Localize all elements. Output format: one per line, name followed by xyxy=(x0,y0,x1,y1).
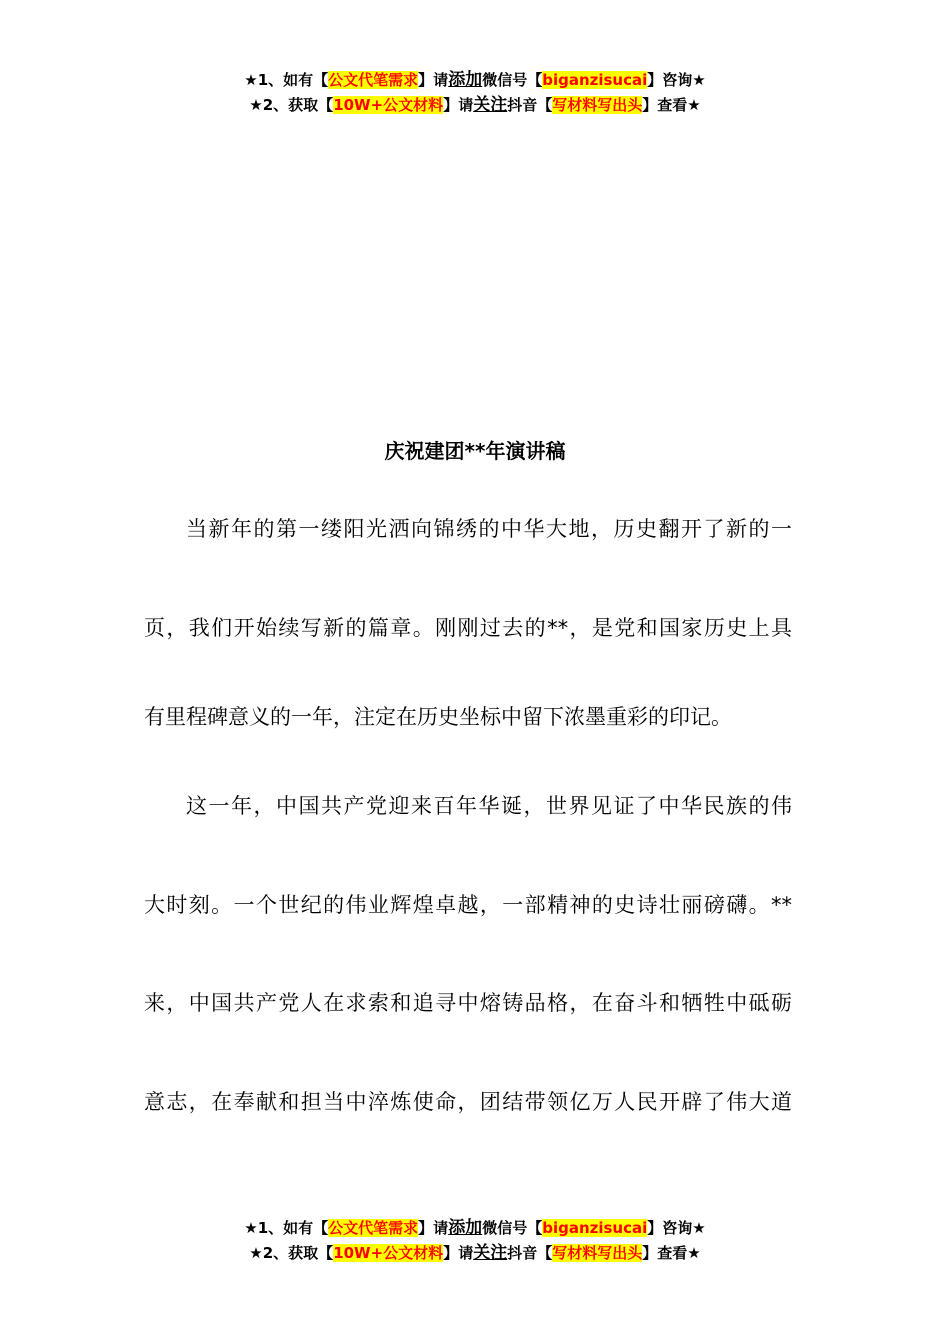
banner-text: ★1、如有【 xyxy=(244,1219,329,1237)
banner-text: 】咨询★ xyxy=(647,1219,706,1237)
banner-text: ★1、如有【 xyxy=(244,71,329,89)
banner-line-1 xyxy=(0,1216,950,1241)
footer-banner xyxy=(0,1216,950,1266)
banner-text: 】查看★ xyxy=(642,1244,701,1262)
paragraph-line: 大时刻。一个世纪的伟业辉煌卓越，一部精神的史诗壮丽磅礴。** xyxy=(144,892,792,917)
highlight-wechat-id: biganzisucai xyxy=(542,1219,648,1237)
paragraph-line: 这一年，中国共产党迎来百年华诞，世界见证了中华民族的伟 xyxy=(186,794,792,818)
banner-text: 微信号【 xyxy=(482,1219,543,1237)
header-banner xyxy=(0,68,950,118)
highlight-service: 公文代笔需求 xyxy=(328,1219,419,1237)
banner-text: 】查看★ xyxy=(642,96,701,114)
highlight-wechat-id: biganzisucai xyxy=(542,71,648,89)
emphasis-add: 添加 xyxy=(448,70,483,90)
banner-text: 微信号【 xyxy=(482,71,543,89)
paragraph-line: 意志，在奉献和担当中淬炼使命，团结带领亿万人民开辟了伟大道 xyxy=(144,1089,792,1114)
emphasis-follow: 关注 xyxy=(473,95,508,115)
emphasis-add: 添加 xyxy=(448,1218,483,1238)
paragraph-line: 页，我们开始续写新的篇章。刚刚过去的**，是党和国家历史上具 xyxy=(144,615,792,640)
banner-line-2 xyxy=(0,1241,950,1266)
banner-text: 抖音【 xyxy=(507,96,553,114)
highlight-service: 公文代笔需求 xyxy=(328,71,419,89)
document-body xyxy=(144,480,792,1151)
highlight-douyin-account: 写材料写出头 xyxy=(552,96,643,114)
highlight-materials: 10W+公文材料 xyxy=(333,1244,444,1262)
banner-text: 】请 xyxy=(443,96,474,114)
banner-line-2 xyxy=(0,93,950,118)
banner-line-1 xyxy=(0,68,950,93)
banner-text: 】请 xyxy=(418,71,449,89)
paragraph-line: 有里程碑意义的一年，注定在历史坐标中留下浓墨重彩的印记。 xyxy=(144,705,732,729)
paragraph-line: 来，中国共产党人在求索和追寻中熔铸品格，在奋斗和牺牲中砥砺 xyxy=(144,991,792,1015)
banner-text: 】咨询★ xyxy=(647,71,706,89)
highlight-douyin-account: 写材料写出头 xyxy=(552,1244,643,1262)
emphasis-follow: 关注 xyxy=(473,1243,508,1263)
document-title: 庆祝建团**年演讲稿 xyxy=(384,439,566,463)
banner-text: 抖音【 xyxy=(507,1244,553,1262)
banner-text: ★2、获取【 xyxy=(249,1244,334,1262)
highlight-materials: 10W+公文材料 xyxy=(333,96,444,114)
paragraph-line: 当新年的第一缕阳光洒向锦绣的中华大地，历史翻开了新的一 xyxy=(186,517,792,541)
banner-text: 】请 xyxy=(443,1244,474,1262)
banner-text: ★2、获取【 xyxy=(249,96,334,114)
banner-text: 】请 xyxy=(418,1219,449,1237)
